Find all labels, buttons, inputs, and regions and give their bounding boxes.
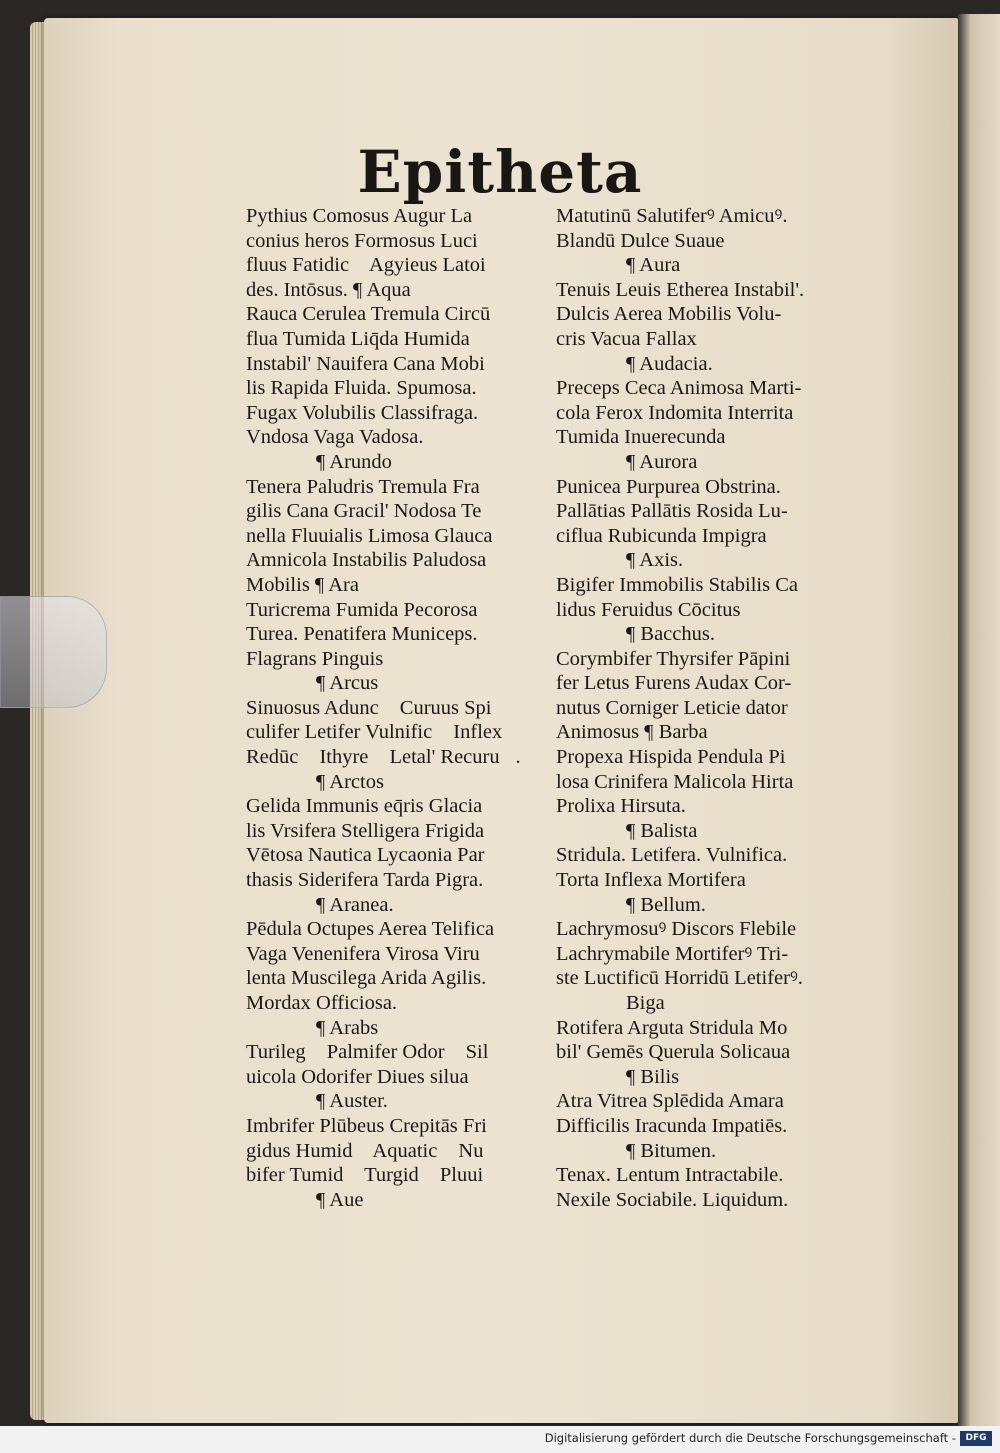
text-line: Tenax. Lentum Intractabile. <box>556 1164 784 1187</box>
entry-heading: ¶ Axis. <box>626 549 684 572</box>
text-line: Lachrymabile Mortiferꝰ Tri- <box>556 942 789 965</box>
text-line: Turileg᷒ Palmifer Odor᷒ Sil <box>246 1041 489 1064</box>
text-line: Gelida Immunis eq̄ris Glacia <box>246 795 483 818</box>
entry-heading: ¶ Balista <box>626 819 698 842</box>
text-line: Tumida Inuerecunda <box>556 426 726 449</box>
facing-page-edge <box>958 14 1000 1426</box>
text-line: Vndosa Vaga Vadosa. <box>246 426 424 449</box>
text-line: Pallātias Pallātis Rosida Lu- <box>556 500 788 523</box>
footer-bar <box>0 1426 1000 1453</box>
text-line: Instabil' Nauifera Cana Mobi <box>246 352 485 375</box>
footer-credit: Digitalisierung gefördert durch die Deutsche Forschungsgemeinschaft - <box>544 1431 956 1445</box>
entry-heading: ¶ Aurora <box>626 450 698 473</box>
text-line: Propexa Hispida Pendula Pi <box>556 746 786 769</box>
text-line: Pēdula Octupes Aerea Telifica <box>246 918 495 941</box>
text-line: lenta Muscilega Arida Agilis. <box>246 967 487 990</box>
text-line: Vaga Venenifera Virosa Viru <box>246 942 480 965</box>
text-line: Redūc᷒ Ithyre᷒ Letal' Recuru᷒. <box>246 746 521 769</box>
text-line: Bigifer Immobilis Stabilis Ca <box>556 573 799 596</box>
entry-heading: ¶ Auster. <box>316 1090 388 1113</box>
text-line: Preceps Ceca Animosa Marti- <box>556 377 802 400</box>
text-line: Sinuosus Adunc᷒ Curuus Spi <box>246 696 492 719</box>
text-line: Nexile Sociabile. Liquidum. <box>556 1188 789 1211</box>
text-line: Vētosa Nautica Lycaonia Par <box>246 844 485 867</box>
text-line: Dulcis Aerea Mobilis Volu- <box>556 303 782 326</box>
dfg-logo: DFG <box>960 1431 992 1446</box>
entry-heading: ¶ Audacia. <box>626 352 713 375</box>
entry-heading: ¶ Arabs <box>316 1016 379 1039</box>
text-line: Turicrema Fumida Pecorosa <box>246 598 478 621</box>
text-line: Rotifera Arguta Stridula Mo <box>556 1016 788 1039</box>
left-column <box>246 204 546 1212</box>
right-column <box>556 204 856 1212</box>
text-line: bifer Tumid᷒ Turgid᷒ Pluui᷒ <box>246 1164 500 1187</box>
text-line: Tenera Paludris Tremula Fra <box>246 475 480 498</box>
text-line: des. Intōsus. ¶ Aqua <box>246 278 411 301</box>
text-line: Fugax Volubilis Classifraga. <box>246 401 479 424</box>
text-line: nutus Corniger Leticie dator <box>556 696 788 719</box>
text-line: Torta Inflexa Mortifera <box>556 869 746 892</box>
entry-heading: ¶ Aue <box>316 1188 364 1211</box>
text-line: flua Tumida Liq̄da Humida <box>246 327 470 350</box>
text-line: ciflua Rubicunda Impigra <box>556 524 767 547</box>
text-line: Amnicola Instabilis Paludosa <box>246 549 487 572</box>
text-line: Difficilis Iracunda Impatiēs. <box>556 1114 788 1137</box>
text-line: Prolixa Hirsuta. <box>556 795 686 818</box>
text-line: Blandū Dulce Suaue <box>556 229 725 252</box>
text-line: Mobilis ¶ Ara <box>246 573 359 596</box>
text-line: Stridula. Letifera. Vulnifica. <box>556 844 788 867</box>
text-line: Lachrymosuꝰ Discors Flebile <box>556 918 797 941</box>
text-line: conius heros Formosus Luci <box>246 229 478 252</box>
text-line: Punicea Purpurea Obstrina. <box>556 475 781 498</box>
text-line: Turea. Penatifera Municeps. <box>246 623 478 646</box>
text-line: fluus Fatidic᷒ Agyieus Latoi <box>246 254 486 277</box>
text-line: Imbrifer Plūbeus Crepitās Fri <box>246 1114 487 1137</box>
text-line: Matutinū Salutiferꝰ Amicuꝰ. <box>556 205 788 227</box>
page-title: Epitheta <box>357 138 643 206</box>
entry-heading: ¶ Bilis <box>626 1065 680 1088</box>
text-line: culifer Letifer Vulnific᷒ Inflex᷒ <box>246 721 519 744</box>
text-line: lis Vrsifera Stelligera Frigida <box>246 819 485 842</box>
text-line: bil' Gemēs Querula Solicaua <box>556 1041 791 1064</box>
text-line: Flagrans Pinguis <box>246 647 384 670</box>
text-line: Corymbifer Thyrsifer Pāpini <box>556 647 791 670</box>
entry-heading: ¶ Arcus <box>316 672 379 695</box>
page-holder-strip <box>0 596 107 708</box>
entry-heading: ¶ Arctos <box>316 770 384 793</box>
text-line: Pythius Comosus Augur La <box>246 205 473 227</box>
entry-heading: ¶ Arundo <box>316 450 392 473</box>
text-line: uicola Odorifer Diues silua <box>246 1065 469 1088</box>
text-line: Tenuis Leuis Etherea Instabil'. <box>556 278 805 301</box>
text-line: Mordax Officiosa. <box>246 992 398 1014</box>
text-line: lidus Feruidus Cōcitus <box>556 598 741 621</box>
text-line: fer Letus Furens Audax Cor- <box>556 672 792 695</box>
text-line: gilis Cana Gracil' Nodosa Te <box>246 500 482 523</box>
text-line: lis Rapida Fluida. Spumosa. <box>246 377 477 400</box>
entry-heading: ¶ Aranea. <box>316 893 394 916</box>
text-line: cola Ferox Indomita Interrita <box>556 401 794 424</box>
text-line: gidus Humid᷒ Aquatic᷒ Nu <box>246 1139 484 1162</box>
entry-heading: Biga <box>626 992 665 1014</box>
text-line: Rauca Cerulea Tremula Circū <box>246 303 491 326</box>
text-line: Animosus ¶ Barba <box>556 721 708 744</box>
entry-heading: ¶ Bitumen. <box>626 1139 717 1162</box>
entry-heading: ¶ Aura <box>626 254 681 277</box>
text-line: Atra Vitrea Splēdida Amara <box>556 1090 784 1113</box>
text-line: ste Luctificū Horridū Letiferꝰ. <box>556 967 803 990</box>
text-line: cris Vacua Fallax <box>556 327 697 350</box>
text-line: thasis Siderifera Tarda Pigra. <box>246 869 484 892</box>
entry-heading: ¶ Bacchus. <box>626 623 715 646</box>
entry-heading: ¶ Bellum. <box>626 893 706 916</box>
text-line: nella Fluuialis Limosa Glauca <box>246 524 493 547</box>
text-line: losa Crinifera Malicola Hirta <box>556 770 794 793</box>
